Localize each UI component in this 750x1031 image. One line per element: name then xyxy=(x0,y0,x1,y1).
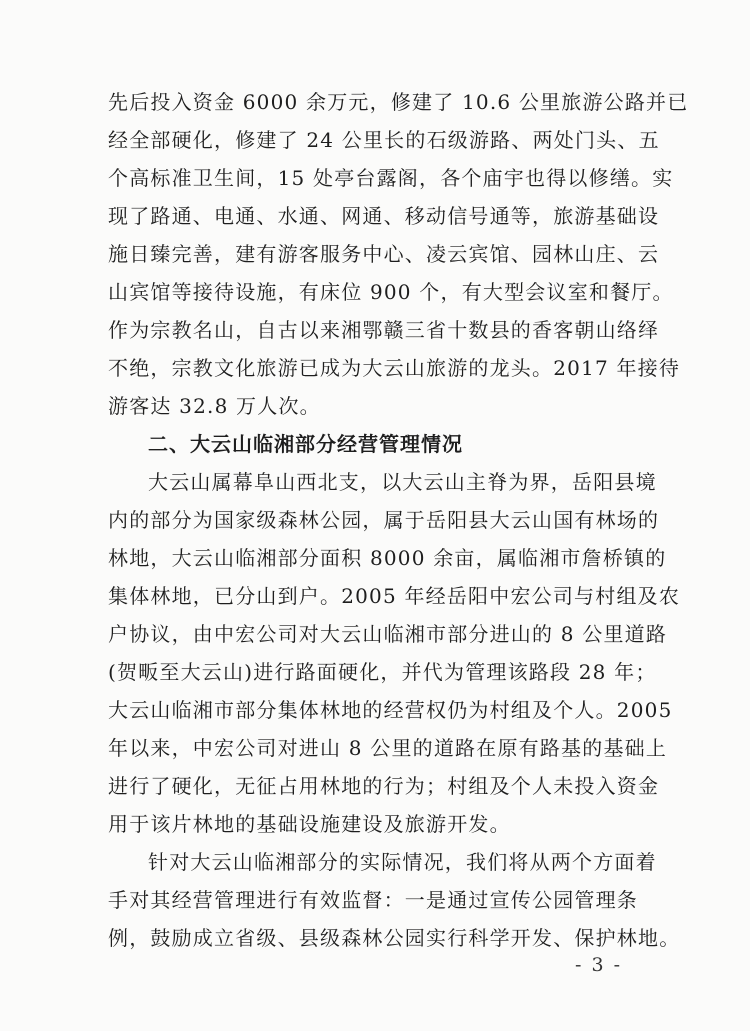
body-text-line: 例，鼓励成立省级、县级森林公园实行科学开发、保护林地。 xyxy=(108,926,681,950)
body-text-line: 现了路通、电通、水通、网通、移动信号通等，旅游基础设 xyxy=(108,204,660,228)
section-heading: 二、大云山临湘部分经营管理情况 xyxy=(148,432,463,456)
body-text-line: 作为宗教名山，自古以来湘鄂赣三省十数县的香客朝山络绎 xyxy=(108,318,660,342)
body-text-line: 经全部硬化，修建了 24 公里长的石级游路、两处门头、五 xyxy=(108,128,660,152)
body-text-line: 手对其经营管理进行有效监督：一是通过宣传公园管理条 xyxy=(108,888,638,912)
body-text-line: 个高标准卫生间，15 处亭台露阁，各个庙宇也得以修缮。实 xyxy=(108,166,674,190)
body-text-line: 林地，大云山临湘部分面积 8000 余亩，属临湘市詹桥镇的 xyxy=(108,546,667,570)
body-text-line: 年以来，中宏公司对进山 8 公里的道路在原有路基的基础上 xyxy=(108,736,668,760)
paragraph-first-line: 大云山属幕阜山西北支，以大云山主脊为界，岳阳县境 xyxy=(148,470,657,494)
body-text-line: 游客达 32.8 万人次。 xyxy=(108,394,321,418)
body-text-line: 进行了硬化，无征占用林地的行为；村组及个人未投入资金 xyxy=(108,774,660,798)
body-text-line: (贺畈至大云山)进行路面硬化，并代为管理该路段 28 年； xyxy=(108,660,657,684)
body-text-line: 不绝，宗教文化旅游已成为大云山旅游的龙头。2017 年接待 xyxy=(108,356,681,380)
body-text-line: 集体林地，已分山到户。2005 年经岳阳中宏公司与村组及农 xyxy=(108,584,681,608)
body-text-line: 户协议，由中宏公司对大云山临湘市部分进山的 8 公里道路 xyxy=(108,622,668,646)
body-text-line: 大云山临湘市部分集体林地的经营权仍为村组及个人。2005 xyxy=(108,698,673,722)
body-text-line: 施日臻完善，建有游客服务中心、凌云宾馆、园林山庄、云 xyxy=(108,242,660,266)
page-number: - 3 - xyxy=(575,954,623,976)
body-text-line: 用于该片林地的基础设施建设及旅游开发。 xyxy=(108,812,511,836)
body-text-line: 内的部分为国家级森林公园，属于岳阳县大云山国有林场的 xyxy=(108,508,660,532)
paragraph-first-line: 针对大云山临湘部分的实际情况，我们将从两个方面着 xyxy=(148,850,657,874)
body-text-line: 先后投入资金 6000 余万元，修建了 10.6 公里旅游公路并已 xyxy=(108,90,689,114)
body-text-line: 山宾馆等接待设施，有床位 900 个，有大型会议室和餐厅。 xyxy=(108,280,674,304)
